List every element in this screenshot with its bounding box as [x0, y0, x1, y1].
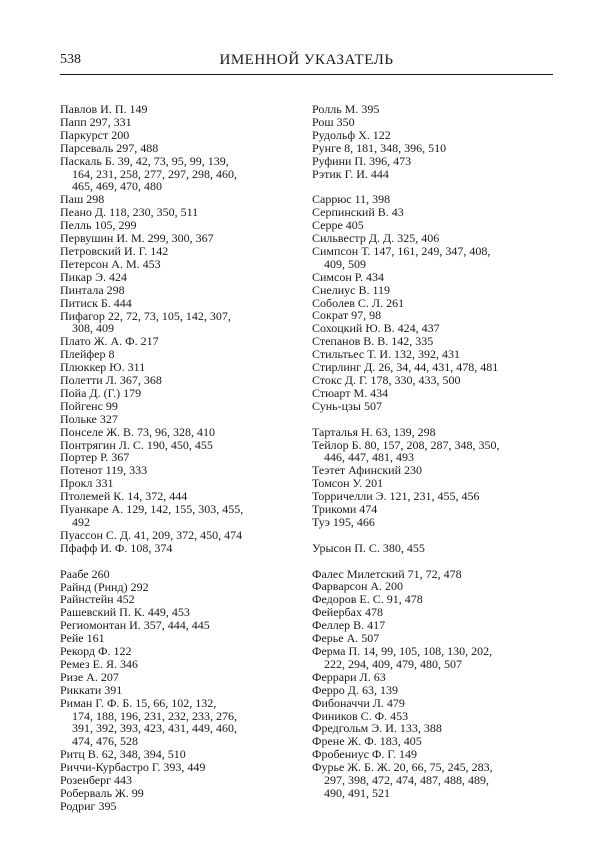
letter-group-gap: [312, 529, 555, 542]
index-entry-line: Петерсон А. М. 453: [60, 256, 161, 271]
index-entry-line: Сохоцкий Ю. В. 424, 437: [312, 321, 440, 336]
index-entry: [312, 439, 555, 465]
index-entry: [312, 374, 555, 387]
index-entry-continuation: 391, 392, 393, 423, 431, 449, 460,: [72, 721, 237, 736]
index-entry: [60, 568, 290, 581]
index-entry-line: Френе Ж. Ф. 183, 405: [312, 734, 422, 749]
index-entry: [312, 271, 555, 284]
index-entry-line: Рош 350: [312, 114, 355, 129]
index-entry: [312, 387, 555, 400]
index-entry: [60, 155, 290, 194]
index-entry-continuation: 465, 469, 470, 480: [72, 179, 162, 194]
index-entry-line: Пинтала 298: [60, 282, 125, 297]
index-entry: [60, 697, 290, 749]
index-entry: [60, 413, 290, 426]
header-rule: [60, 74, 553, 75]
index-entry-line: Птолемей К. 14, 372, 444: [60, 489, 188, 504]
index-entry-line: Пфафф И. Ф. 108, 374: [60, 540, 173, 555]
index-entry: [60, 400, 290, 413]
index-entry-line: Питиск Б. 444: [60, 295, 132, 310]
index-entry-line: Пифагор 22, 72, 73, 105, 142, 307,: [60, 308, 231, 323]
index-entry: [312, 116, 555, 129]
page-header: [60, 52, 553, 74]
index-entry: [312, 245, 555, 271]
index-column-right: [312, 103, 555, 800]
index-entry-line: Туэ 195, 466: [312, 514, 375, 529]
index-entry: [60, 426, 290, 439]
index-entry: [60, 271, 290, 284]
index-entry-line: Симпсон Т. 147, 161, 249, 347, 408,: [312, 243, 491, 258]
index-entry: [60, 116, 290, 129]
index-entry-line: Фиников С. Ф. 453: [312, 708, 409, 723]
index-entry-line: Паскаль Б. 39, 42, 73, 95, 99, 139,: [60, 153, 229, 168]
index-entry-line: Стильтьес Т. И. 132, 392, 431: [312, 347, 460, 362]
index-entry-line: Тарталья Н. 63, 139, 298: [312, 424, 436, 439]
index-entry: [60, 542, 290, 555]
index-entry-line: Папп 297, 331: [60, 114, 132, 129]
index-entry-continuation: 492: [72, 515, 90, 529]
index-entry-line: Польке 327: [60, 411, 118, 426]
index-entry-line: Стирлинг Д. 26, 34, 44, 431, 478, 481: [312, 360, 499, 375]
index-entry-line: Риччи-Курбастро Г. 393, 449: [60, 760, 206, 775]
index-entry-line: Фробениус Ф. Г. 149: [312, 747, 417, 762]
index-entry-line: Ризе А. 207: [60, 669, 119, 684]
index-entry-line: Снелиус В. 119: [312, 282, 391, 297]
index-entry-line: Пелль 105, 299: [60, 218, 137, 233]
index-entry-line: Торричелли Э. 121, 231, 455, 456: [312, 489, 480, 504]
index-entry-line: Рашевский П. К. 449, 453: [60, 605, 190, 620]
index-entry-line: Роберваль Ж. 99: [60, 786, 144, 801]
index-entry: [312, 671, 555, 684]
letter-group-gap: [312, 555, 555, 568]
index-entry-line: Риман Г. Ф. Б. 15, 66, 102, 132,: [60, 695, 217, 710]
index-entry-line: Ферма П. 14, 99, 105, 108, 130, 202,: [312, 644, 493, 658]
index-entry: [60, 787, 290, 800]
index-entry-line: Стюарт М. 434: [312, 385, 389, 400]
index-entry-line: Фурье Ж. Б. Ж. 20, 66, 75, 245, 283,: [312, 760, 493, 775]
index-entry-line: Рекорд Ф. 122: [60, 644, 132, 659]
index-entry-line: Пуассон С. Д. 41, 209, 372, 450, 474: [60, 527, 243, 542]
index-entry-line: Ремез Е. Я. 346: [60, 656, 138, 671]
index-entry-line: Понселе Ж. В. 73, 96, 328, 410: [60, 424, 215, 439]
index-entry: [312, 761, 555, 800]
index-entry: [60, 129, 290, 142]
index-entry-line: Фибоначчи Л. 479: [312, 695, 405, 710]
index-entry-line: Рудольф Х. 122: [312, 127, 391, 142]
index-entry: [312, 155, 555, 168]
index-entry: [60, 671, 290, 684]
index-entry-line: Портер Р. 367: [60, 450, 130, 465]
index-entry: [60, 284, 290, 297]
index-entry: [312, 645, 555, 671]
index-entry-continuation: 409, 509: [324, 256, 366, 271]
index-entry-line: Пойа Д. (Г.) 179: [60, 385, 142, 400]
index-entry-line: Рэтик Г. И. 444: [312, 166, 389, 181]
index-entry: [312, 168, 555, 181]
index-entry-line: Саррюс 11, 398: [312, 192, 391, 207]
index-entry-line: Соболев С. Л. 261: [312, 295, 405, 310]
index-entry-line: Фейербах 478: [312, 605, 383, 620]
index-entry-line: Стокс Д. Г. 178, 330, 433, 500: [312, 373, 461, 388]
index-entry-continuation: 222, 294, 409, 479, 480, 507: [324, 656, 462, 671]
index-entry-line: Серре 405: [312, 218, 364, 233]
index-entry: [60, 387, 290, 400]
index-entry-line: Региомонтан И. 357, 444, 445: [60, 618, 210, 633]
index-entry: [312, 697, 555, 710]
index-entry-line: Теэтет Афинский 230: [312, 463, 422, 478]
index-entry-line: Ферье А. 507: [312, 631, 380, 646]
index-entry-continuation: 308, 409: [72, 321, 114, 336]
index-entry-line: Райнстейн 452: [60, 592, 135, 607]
running-title: ИМЕННОЙ УКАЗАТЕЛЬ: [219, 52, 394, 68]
index-entry-line: Павлов И. П. 149: [60, 102, 148, 116]
index-entry-line: Томсон У. 201: [312, 476, 384, 491]
index-entry: [60, 142, 290, 155]
index-entry-line: Сунь-цзы 507: [312, 398, 382, 413]
index-entry-line: Ритц В. 62, 348, 394, 510: [60, 747, 186, 762]
index-entry-line: Первушин И. М. 299, 300, 367: [60, 231, 214, 246]
index-entry-line: Сократ 97, 98: [312, 308, 382, 323]
index-entry-line: Петровский И. Г. 142: [60, 243, 169, 258]
index-entry-line: Риккати 391: [60, 682, 123, 697]
index-entry: [60, 310, 290, 336]
index-entry-line: Фредгольм Э. И. 133, 388: [312, 721, 442, 736]
index-entry-line: Ферро Д. 63, 139: [312, 682, 398, 697]
index-entry-line: Рунге 8, 181, 348, 396, 510: [312, 140, 447, 155]
index-entry-line: Тейлор Б. 80, 157, 208, 287, 348, 350,: [312, 437, 500, 452]
index-entry-continuation: 474, 476, 528: [72, 734, 138, 749]
index-entry-line: Паркурст 200: [60, 127, 130, 142]
letter-group-gap: [60, 555, 290, 568]
index-entry-line: Симсон Р. 434: [312, 269, 384, 284]
index-entry: [60, 503, 290, 529]
index-entry-line: Раабе 260: [60, 566, 110, 581]
index-entry: [60, 658, 290, 671]
index-column-left: [60, 103, 290, 813]
index-entry: [60, 103, 290, 116]
index-entry-line: Понтрягин Л. С. 190, 450, 455: [60, 437, 213, 452]
index-entry: [60, 297, 290, 310]
index-entry-line: Сильвестр Д. Д. 325, 406: [312, 231, 440, 246]
index-entry-line: Фарварсон А. 200: [312, 579, 404, 594]
index-entry-continuation: 297, 398, 472, 474, 487, 488, 489,: [324, 773, 489, 788]
page-number: 538: [60, 52, 81, 67]
index-entry-line: Фалес Милетский 71, 72, 478: [312, 566, 462, 581]
index-entry-line: Парсеваль 297, 488: [60, 140, 159, 155]
index-entry: [60, 374, 290, 387]
index-entry-line: Трикоми 474: [312, 502, 378, 517]
index-entry: [60, 258, 290, 271]
index-entry-line: Потенот 119, 333: [60, 463, 148, 478]
index-entry-line: Урысон П. С. 380, 455: [312, 540, 425, 555]
index-entry-line: Плейфер 8: [60, 347, 115, 362]
index-entry: [312, 129, 555, 142]
index-entry: [312, 426, 555, 439]
index-entry-line: Феллер В. 417: [312, 618, 386, 633]
index-entry-line: Райнд (Ринд) 292: [60, 579, 149, 594]
index-entry-continuation: 174, 188, 196, 231, 232, 233, 276,: [72, 708, 237, 723]
index-entry-line: Пеано Д. 118, 230, 350, 511: [60, 205, 199, 220]
index-entry-line: Розенберг 443: [60, 773, 133, 788]
index-entry-line: Пойгенс 99: [60, 398, 118, 413]
index-entry: [312, 516, 555, 529]
index-entry: [312, 542, 555, 555]
index-entry: [60, 684, 290, 697]
index-entry-continuation: 446, 447, 481, 493: [324, 450, 414, 465]
index-entry-line: Руфини П. 396, 473: [312, 153, 412, 168]
index-entry-line: Родриг 395: [60, 798, 117, 813]
index-entry-line: Плюккер Ю. 311: [60, 360, 146, 375]
letter-group-gap: [312, 413, 555, 426]
index-entry: [312, 142, 555, 155]
index-entry-line: Пуанкаре А. 129, 142, 155, 303, 455,: [60, 502, 244, 517]
index-entry: [60, 529, 290, 542]
index-entry-line: Феррари Л. 63: [312, 669, 386, 684]
index-entry-continuation: 164, 231, 258, 277, 297, 298, 460,: [72, 166, 237, 181]
index-entry: [312, 684, 555, 697]
index-entry-line: Федоров Е. С. 91, 478: [312, 592, 423, 607]
index-entry: [60, 245, 290, 258]
index-entry: [312, 103, 555, 116]
index-entry-line: Ролль М. 395: [312, 102, 380, 116]
index-entry-line: Полетти Л. 367, 368: [60, 373, 162, 388]
index-entry-line: Степанов В. В. 142, 335: [312, 334, 434, 349]
index-entry: [312, 400, 555, 413]
index-entry-line: Рейе 161: [60, 631, 105, 646]
index-entry-line: Плато Ж. А. Ф. 217: [60, 334, 159, 349]
index-entry-line: Паш 298: [60, 192, 105, 207]
index-entry: [60, 800, 290, 813]
index-entry: [312, 284, 555, 297]
index-entry-line: Серпинский В. 43: [312, 205, 404, 220]
index-entry-line: Прокл 331: [60, 476, 114, 491]
index-entry-continuation: 490, 491, 521: [324, 785, 390, 800]
index-entry-line: Пикар Э. 424: [60, 269, 127, 284]
